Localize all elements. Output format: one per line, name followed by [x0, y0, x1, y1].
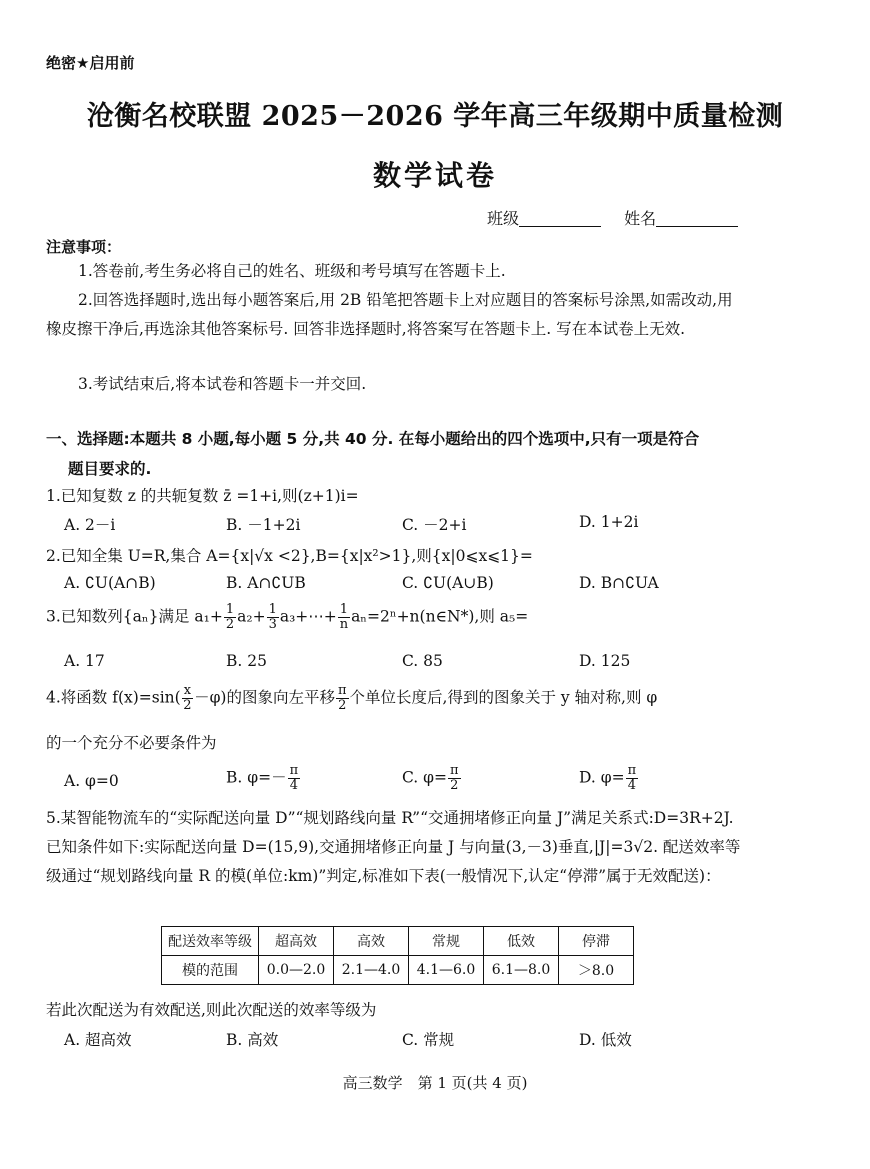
question-3-option-d: D. 125: [579, 652, 631, 670]
q3-fraction-1: [224, 603, 236, 632]
q4-frac2-num: π: [337, 683, 347, 698]
section-heading-line1: 一、选择题:本题共 8 小题,每小题 5 分,共 40 分. 在每小题给出的四个选项中,只有一项是符合: [46, 430, 700, 448]
q3-frac2-den: 3: [268, 617, 277, 632]
question-5-option-a: A. 超高效: [64, 1031, 132, 1049]
table-header-row: [162, 927, 634, 956]
q4-optb-text: B. φ=－: [226, 768, 287, 787]
question-2-option-d: D. B∩∁UA: [579, 574, 659, 592]
q3-fraction-3: [338, 603, 350, 632]
table-cell: 停滞: [559, 927, 634, 956]
page-footer: 高三数学 第 1 页(共 4 页): [342, 1074, 528, 1092]
q3-text-b: a₂+: [237, 607, 266, 626]
question-3-option-a: A. 17: [64, 652, 105, 670]
question-2-option-c: C. ∁U(A∪B): [402, 574, 494, 592]
q4-optc-fraction: [448, 764, 461, 793]
q4-optd-den: 4: [627, 778, 636, 793]
question-5-option-b: B. 高效: [226, 1031, 279, 1049]
q4-optd-num: π: [627, 763, 637, 778]
question-5-question: 若此次配送为有效配送,则此次配送的效率等级为: [46, 1001, 377, 1019]
question-4-option-a: A. φ=0: [64, 772, 119, 790]
table-cell: 配送效率等级: [162, 927, 259, 956]
table-cell: 模的范围: [162, 956, 259, 985]
question-5-option-c: C. 常规: [402, 1031, 455, 1049]
question-4-stem: [46, 684, 657, 713]
question-2-option-a: A. ∁U(A∩B): [64, 574, 156, 592]
q4-optc-num: π: [450, 763, 459, 778]
q3-frac2-num: 1: [268, 602, 277, 617]
q3-fraction-2: [267, 603, 279, 632]
q3-text-d: aₙ=2ⁿ+n(n∈N*),则 a₅=: [351, 607, 529, 626]
q4-optb-fraction: [288, 764, 301, 793]
question-4-option-b: [226, 764, 301, 793]
q4-text-a: 4.将函数 f(x)=sin(: [46, 688, 181, 707]
name-label: 姓名: [624, 209, 657, 228]
question-1-option-d: D. 1+2i: [579, 513, 639, 531]
q4-fraction-1: [182, 684, 193, 713]
q4-text-c: 个单位长度后,得到的图象关于 y 轴对称,则 φ: [349, 688, 658, 707]
table-cell: 高效: [334, 927, 409, 956]
table-cell: ＞8.0: [559, 956, 634, 985]
notice-item-1: 1.答卷前,考生务必将自己的姓名、班级和考号填写在答题卡上.: [78, 262, 506, 280]
q4-fraction-2: [336, 684, 349, 713]
question-1-option-a: A. 2－i: [64, 516, 116, 534]
q4-optd-text: D. φ=: [579, 768, 625, 787]
q3-frac1-num: 1: [225, 602, 235, 617]
question-3-option-b: B. 25: [226, 652, 267, 670]
question-5-stem: 5.某智能物流车的“实际配送向量 D”“规划路线向量 R”“交通拥堵修正向量 J”满足关系式:D=3R+2J. 已知条件如下:实际配送向量 D=(15,9),交通拥堵修正向量 J 与向量(3,－3)垂直,|J|=3√2. 配送效率等级通过“规划路线向量 R 的模(单位:km)”判定,标准如下表(一般情况下,认定“停滞”属于无效配送)：: [46, 809, 741, 885]
class-label: 班级: [487, 209, 520, 228]
efficiency-table: [161, 926, 634, 985]
student-info-fields: [487, 206, 738, 229]
q4-text-b: －φ)的图象向左平移: [194, 688, 335, 707]
q3-frac1-den: 2: [225, 617, 235, 632]
question-1-option-b: B. －1+2i: [226, 516, 301, 534]
notice-item-3: 3.考试结束后,将本试卷和答题卡一并交回.: [78, 375, 367, 393]
table-cell: 6.1—8.0: [484, 956, 559, 985]
section-heading: [46, 424, 748, 484]
exam-title: 沧衡名校联盟 2025－2026 学年高三年级期中质量检测: [86, 101, 784, 132]
table-cell: 超高效: [259, 927, 334, 956]
table-cell: 0.0—2.0: [259, 956, 334, 985]
table-cell: 低效: [484, 927, 559, 956]
confidential-label: 绝密★启用前: [46, 54, 135, 72]
table-cell: 常规: [409, 927, 484, 956]
q3-frac3-den: n: [339, 617, 349, 632]
exam-subtitle: 数学试卷: [372, 159, 497, 192]
table-cell: 4.1—6.0: [409, 956, 484, 985]
q4-frac1-num: x: [183, 683, 192, 698]
notice-heading: 注意事项：: [46, 238, 122, 256]
question-2-option-b: B. A∩∁UB: [226, 574, 306, 592]
question-5-option-d: D. 低效: [579, 1031, 632, 1049]
class-blank[interactable]: [519, 210, 601, 227]
question-4-option-d: [579, 764, 639, 793]
q3-text-c: a₃+⋯+: [279, 607, 337, 626]
q4-optd-fraction: [626, 764, 639, 793]
q4-frac2-den: 2: [338, 698, 347, 713]
question-3-option-c: C. 85: [402, 652, 443, 670]
notice-item-2: 2.回答选择题时,选出每小题答案后,用 2B 铅笔把答题卡上对应题目的答案标号涂黑,如需改动,用橡皮擦干净后,再选涂其他答案标号. 回答非选择题时,将答案写在答题卡上. 写在本试卷上无效.: [46, 291, 733, 338]
question-4-stem-line2: 的一个充分不必要条件为: [46, 734, 217, 752]
question-2-stem: 2.已知全集 U=R,集合 A={x|√x <2},B={x|x²>1},则{x|0⩽x⩽1}=: [46, 547, 533, 565]
q4-optc-text: C. φ=: [402, 768, 448, 787]
q3-text-a: 3.已知数列{aₙ}满足 a₁+: [46, 607, 223, 626]
question-3-stem: [46, 603, 528, 632]
question-1-stem: 1.已知复数 z 的共轭复数 z̄ =1+i,则(z+1)i=: [46, 487, 359, 505]
table-row: [162, 956, 634, 985]
table-cell: 2.1—4.0: [334, 956, 409, 985]
q4-optc-den: 2: [450, 778, 459, 793]
name-blank[interactable]: [656, 210, 738, 227]
question-1-option-c: C. －2+i: [402, 516, 467, 534]
q3-frac3-num: 1: [339, 602, 349, 617]
q4-optb-num: π: [289, 763, 299, 778]
question-4-option-c: [402, 764, 462, 793]
q4-optb-den: 4: [289, 778, 298, 793]
section-heading-line2: 题目要求的.: [68, 460, 152, 478]
q4-frac1-den: 2: [183, 698, 192, 713]
